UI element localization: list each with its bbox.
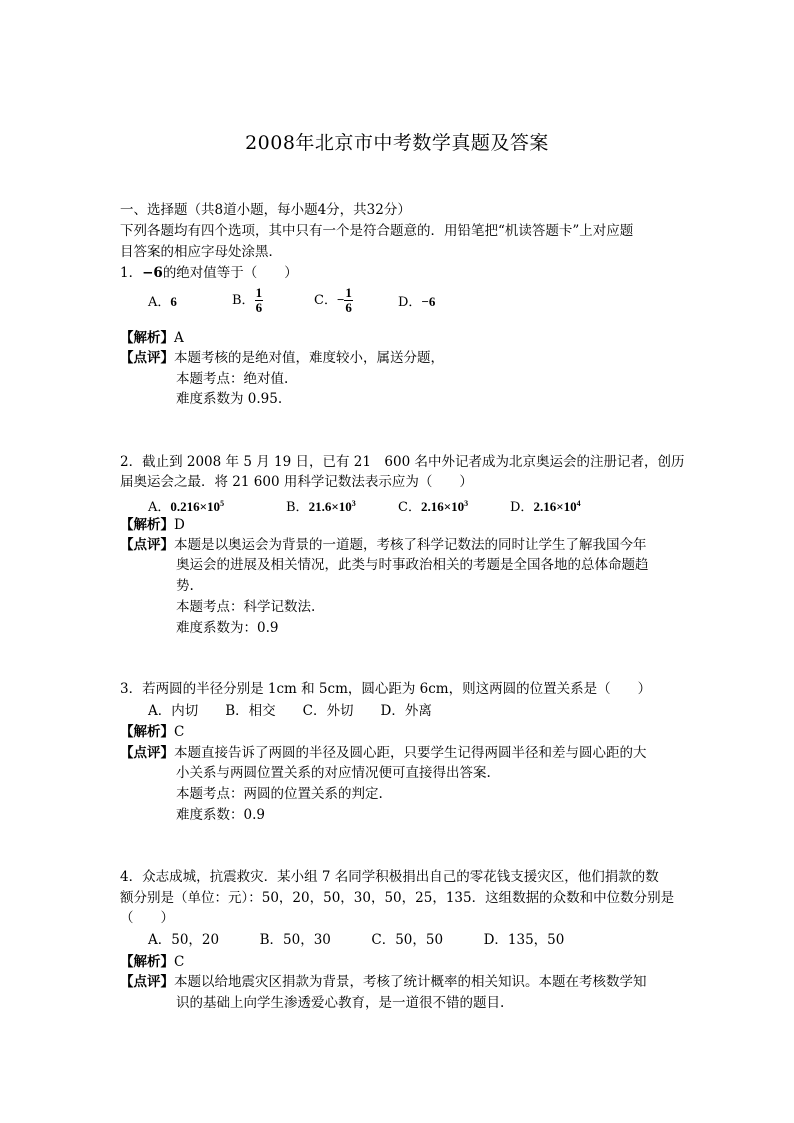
q3-options: A．内切 B．相交 C．外切 D．外离	[148, 703, 432, 719]
option-exponent: 3	[351, 499, 356, 508]
q4-stem-line-1: 4．众志成城，抗震救灾．某小组 7 名同学积极捐出自己的零花钱支援灾区，他们捐款的数	[120, 869, 659, 885]
fraction	[344, 286, 353, 315]
q4-options: A．50，20 B．50，30 C．50，50 D．135，50	[148, 932, 565, 948]
fraction	[255, 286, 264, 315]
analysis-label: 【解析】	[120, 724, 174, 740]
q1-option-a	[148, 292, 177, 313]
q1-answer: A	[174, 330, 184, 346]
q1-option-c	[314, 286, 353, 315]
comment-label: 【点评】	[120, 974, 174, 990]
q2-stem-line-1: 2．截止到 2008 年 5 月 19 日，已有 21 600 名中外记者成为北京奥运会的注册记者，创历	[120, 454, 685, 470]
q2-comment-line-5: 难度系数为：0.9	[176, 620, 279, 636]
q3-comment	[120, 743, 647, 763]
option-label: B．	[232, 293, 255, 308]
q2-comment-line-1: 本题是以奥运会为背景的一道题，考核了科学记数法的同时让学生了解我国今年	[174, 537, 647, 553]
q4-analysis	[120, 952, 184, 972]
option-value: 0.216×10	[170, 499, 221, 514]
option-value: −6	[421, 294, 436, 309]
analysis-label: 【解析】	[120, 330, 174, 346]
q1-option-d	[398, 292, 435, 313]
option-exponent: 5	[220, 499, 225, 508]
option-value: 21.6×10	[308, 499, 352, 514]
option-label: B．	[286, 500, 309, 515]
q3-comment-line-1: 本题直接告诉了两圆的半径及圆心距，只要学生记得两圆半径和差与圆心距的大	[174, 745, 647, 761]
option-value: 2.16×10	[420, 499, 465, 514]
q2-option-c	[398, 494, 468, 518]
page-title: 2008年北京市中考数学真题及答案	[245, 132, 549, 154]
q2-stem-line-2: 届奥运会之最．将 21 600 用科学记数法表示应为（ ）	[120, 474, 473, 490]
fraction-denominator: 6	[255, 300, 263, 315]
q1-number: 1．	[120, 265, 143, 281]
option-label: C．	[398, 500, 421, 515]
q1-comment-line-1: 本题考核的是绝对值，难度较小，属送分题，	[174, 350, 444, 366]
q1-stem-value: −6	[142, 265, 163, 281]
option-label: C．	[314, 293, 337, 308]
q4-stem-line-3: （ ）	[120, 910, 174, 926]
analysis-label: 【解析】	[120, 954, 174, 970]
comment-label: 【点评】	[120, 537, 174, 553]
comment-label: 【点评】	[120, 350, 174, 366]
q1-analysis	[120, 328, 184, 348]
fraction-numerator: 1	[345, 285, 352, 300]
q3-comment-line-2: 小关系与两圆位置关系的对应情况便可直接得出答案.	[176, 765, 491, 781]
fraction-denominator: 6	[345, 300, 352, 315]
q3-comment-line-4: 难度系数：0.9	[176, 807, 265, 823]
q4-comment	[120, 972, 647, 992]
q4-answer: C	[174, 954, 185, 970]
analysis-label: 【解析】	[120, 517, 174, 533]
q2-comment-line-3: 势.	[176, 578, 194, 594]
q3-stem: 3．若两圆的半径分别是 1cm 和 5cm，圆心距为 6cm，则这两圆的位置关系是（ ）	[120, 681, 652, 697]
option-exponent: 4	[576, 499, 581, 508]
q1-comment-line-3: 难度系数为 0.95.	[176, 391, 283, 407]
q2-comment-line-2: 奥运会的进展及相关情况，此类与时事政治相关的考题是全国各地的总体命题趋	[176, 557, 649, 573]
section-heading: 一、选择题（共8道小题，每小题4分，共32分）	[120, 202, 411, 218]
option-value: 6	[170, 294, 177, 309]
q3-answer: C	[174, 724, 185, 740]
section-intro-line-2: 目答案的相应字母处涂黑．	[120, 244, 282, 260]
q1-stem	[120, 263, 298, 283]
option-value: 2.16×10	[533, 499, 577, 514]
option-sign: −	[336, 292, 345, 307]
q4-comment-line-2: 识的基础上向学生渗透爱心教育，是一道很不错的题目.	[176, 995, 505, 1011]
option-label: D．	[398, 295, 422, 310]
comment-label: 【点评】	[120, 745, 174, 761]
q1-option-b	[232, 286, 263, 315]
option-label: D．	[510, 500, 534, 515]
option-label: A．	[148, 500, 171, 515]
q2-comment-line-4: 本题考点：科学记数法.	[176, 599, 316, 615]
q2-answer: D	[174, 517, 185, 533]
q2-option-b	[286, 494, 356, 518]
section-intro-line-1: 下列各题均有四个选项，其中只有一个是符合题意的．用铅笔把“机读答题卡”上对应题	[120, 223, 634, 239]
q4-comment-line-1: 本题以给地震灾区捐款为背景，考核了统计概率的相关知识。本题在考核数学知	[174, 974, 647, 990]
q2-option-d	[510, 494, 581, 518]
q1-comment	[120, 348, 444, 368]
option-exponent: 3	[464, 499, 469, 508]
q2-analysis	[120, 515, 185, 535]
q2-comment	[120, 535, 647, 555]
option-label: A．	[148, 295, 171, 310]
q3-analysis	[120, 722, 184, 742]
q3-comment-line-3: 本题考点：两圆的位置关系的判定.	[176, 786, 383, 802]
q1-stem-text: 的绝对值等于（ ）	[162, 265, 298, 281]
q1-comment-line-2: 本题考点：绝对值.	[176, 371, 289, 387]
fraction-numerator: 1	[255, 285, 263, 300]
q4-stem-line-2: 额分别是（单位：元）：50，20，50，30，50，25，135．这组数据的众数和中位数分别是	[120, 890, 675, 906]
